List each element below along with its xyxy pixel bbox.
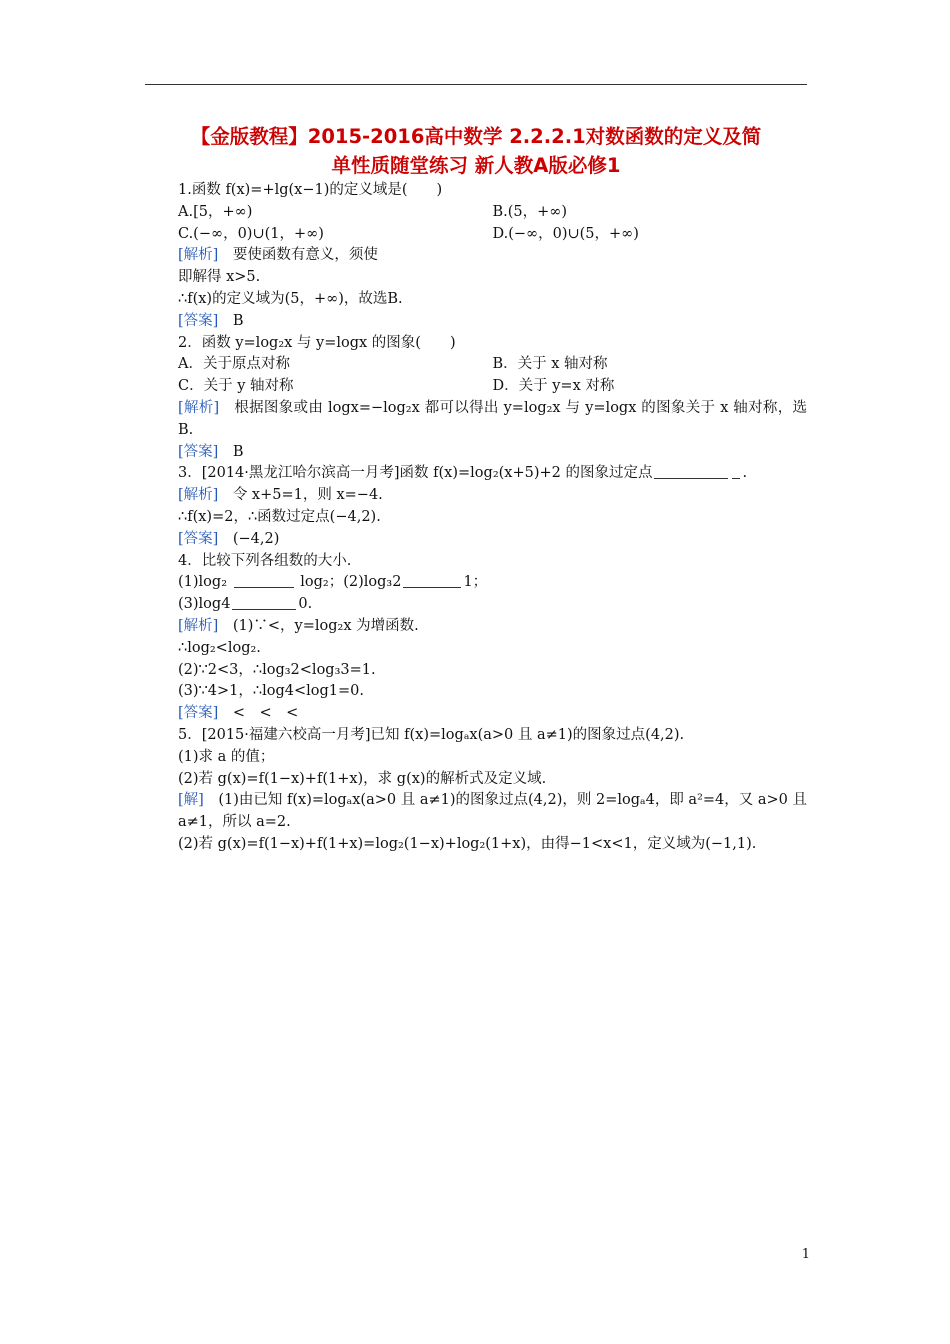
q2-answer xyxy=(145,442,807,464)
q2-options-row-1 xyxy=(145,354,807,376)
q1-answer-value: B xyxy=(232,312,244,329)
q1-option-c: C.(−∞，0)∪(1，+∞) xyxy=(178,225,324,242)
answer-tag: [答案] xyxy=(178,443,219,460)
q1-answer xyxy=(145,311,807,333)
q3-analysis-1 xyxy=(145,485,807,507)
q3-blank-tail xyxy=(732,464,740,479)
q2-option-d: D．关于 y=x 对称 xyxy=(492,378,615,395)
q3-stem-text: 3．[2014·黑龙江哈尔滨高一月考]函数 f(x)=log₂(x+5)+2 的图象过定点 xyxy=(178,465,653,482)
q4-answer-value: < < < xyxy=(232,705,299,722)
document-title xyxy=(145,122,807,180)
q3-stem xyxy=(145,463,807,485)
answer-tag: [答案] xyxy=(178,530,219,547)
answer-tag: [答案] xyxy=(178,312,219,329)
q1-options-row-2 xyxy=(145,224,807,246)
q1-option-a: A.[5，+∞) xyxy=(178,203,253,220)
q5-solution-1 xyxy=(145,790,807,834)
q1-analysis-text: 要使函数有意义，须使 xyxy=(232,247,378,264)
q1-option-d: D.(−∞，0)∪(5，+∞) xyxy=(492,225,639,242)
header-rule xyxy=(145,84,807,85)
q4-part-3 xyxy=(145,594,807,616)
q5-part-2: (2)若 g(x)=f(1−x)+f(1+x)，求 g(x)的解析式及定义域. xyxy=(178,770,547,787)
q3-stem-tail: . xyxy=(742,465,748,482)
q2-answer-value: B xyxy=(232,443,244,460)
q4-analysis-2: ∴log₂<log₂. xyxy=(178,639,261,656)
q2-analysis xyxy=(145,398,807,442)
q4-part-3-left: (3)log4 xyxy=(178,596,231,613)
title-line-2: 单性质随堂练习 新人教A版必修1 xyxy=(331,154,621,177)
document-body xyxy=(145,180,807,856)
q3-analysis-text: 令 x+5=1，则 x=−4. xyxy=(232,487,383,504)
title-line-1: 【金版教程】2015-2016高中数学 2.2.2.1对数函数的定义及简 xyxy=(190,125,762,148)
q2-option-b: B．关于 x 轴对称 xyxy=(492,356,608,373)
q1-analysis-2: 即解得 x>5. xyxy=(178,269,261,286)
q4-blank-1 xyxy=(234,573,294,588)
q3-answer xyxy=(145,529,807,551)
q4-blank-2 xyxy=(403,573,461,588)
q4-part-2-right: 1； xyxy=(463,574,488,591)
page-number: 1 xyxy=(801,1247,810,1262)
q5-solution-2: (2)若 g(x)=f(1−x)+f(1+x)=log₂(1−x)+log₂(1+x)，由得−1<x<1，定义域为(−1,1). xyxy=(178,835,757,852)
analysis-tag: [解析] xyxy=(178,487,219,504)
q1-options-row-1 xyxy=(145,202,807,224)
q2-analysis-text: 根据图象或由 logx=−log₂x 都可以得出 y=log₂x 与 y=logx 的图象关于 x 轴对称，选B. xyxy=(178,399,807,438)
analysis-tag: [解析] xyxy=(178,399,220,416)
q5-part-1: (1)求 a 的值； xyxy=(178,748,275,765)
analysis-tag: [解析] xyxy=(178,617,219,634)
q5-solution-1-text: (1)由已知 f(x)=logₐx(a>0 且 a≠1)的图象过点(4,2)，则 2=logₐ4，即 a²=4，又 a>0 且 a≠1，所以 a=2. xyxy=(178,792,808,831)
solution-tag: [解] xyxy=(178,792,204,809)
q3-answer-value: (−4,2) xyxy=(232,530,280,547)
analysis-tag: [解析] xyxy=(178,247,219,264)
q3-analysis-2: ∴f(x)=2，∴函数过定点(−4,2). xyxy=(178,508,381,525)
answer-tag: [答案] xyxy=(178,705,219,722)
q1-option-b: B.(5，+∞) xyxy=(492,203,568,220)
q4-part-3-right: 0. xyxy=(298,596,313,613)
q2-stem: 2．函数 y=log₂x 与 y=logx 的图象( ) xyxy=(178,334,456,351)
q4-analysis-4: (3)∵4>1，∴log4<log1=0. xyxy=(178,683,364,700)
q4-analysis-text: (1)∵<，y=log₂x 为增函数. xyxy=(232,617,419,634)
q2-options-row-2 xyxy=(145,376,807,398)
q4-stem: 4．比较下列各组数的大小. xyxy=(178,552,352,569)
q1-analysis-3: ∴f(x)的定义域为(5，+∞)，故选B. xyxy=(178,290,403,307)
q1-analysis-1 xyxy=(145,245,807,267)
q4-blank-3 xyxy=(232,595,296,610)
q2-option-a: A．关于原点对称 xyxy=(178,356,290,373)
q4-answer xyxy=(145,703,807,725)
q4-part-1-right: log₂；(2)log₃2 xyxy=(300,574,402,591)
q4-part-1-left: (1)log₂ xyxy=(178,574,228,591)
q4-analysis-3: (2)∵2<3，∴log₃2<log₃3=1. xyxy=(178,661,376,678)
q2-option-c: C．关于 y 轴对称 xyxy=(178,378,294,395)
q4-parts-1-2 xyxy=(145,572,807,594)
q1-stem: 1.函数 f(x)=+lg(x−1)的定义域是( ) xyxy=(178,182,443,198)
q5-stem: 5．[2015·福建六校高一月考]已知 f(x)=logₐx(a>0 且 a≠1)的图象过点(4,2). xyxy=(178,726,685,743)
q3-blank xyxy=(654,464,728,479)
q4-analysis-1 xyxy=(145,616,807,638)
